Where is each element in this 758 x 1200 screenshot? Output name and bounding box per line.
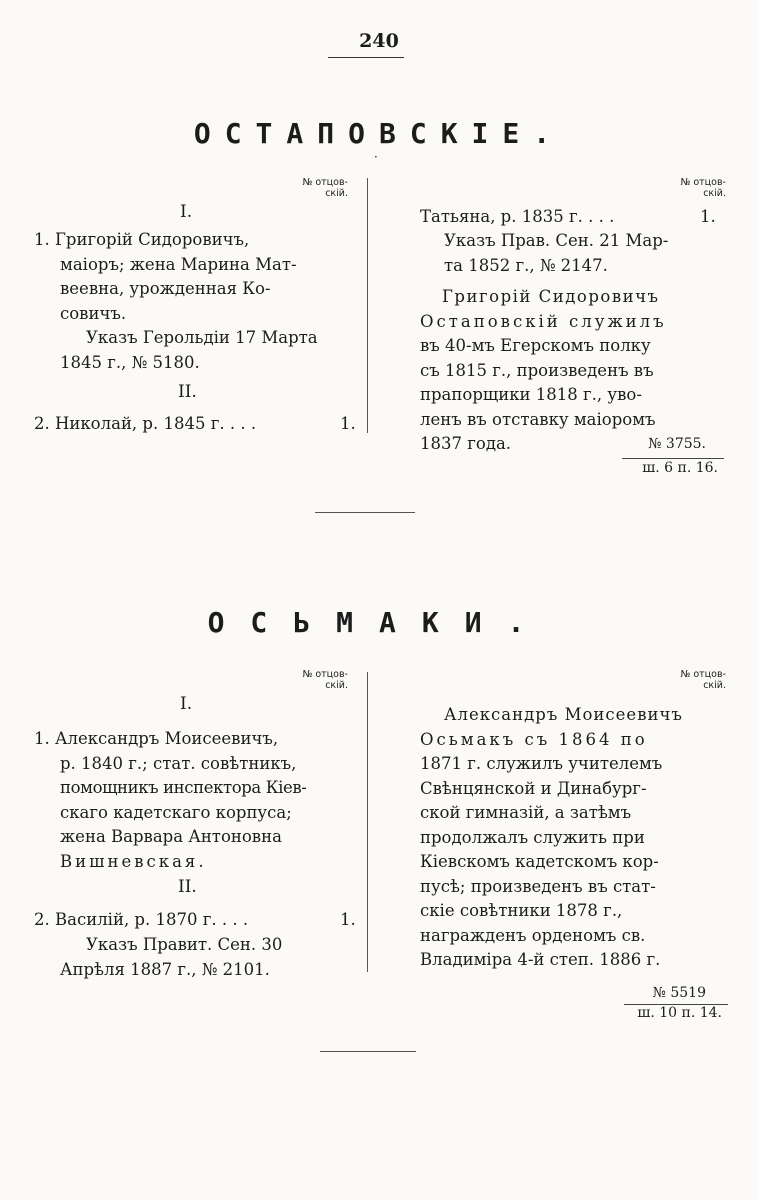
service-record-osmak: Александръ Моисеевичъ Осьмакъ съ 1864 по 1871 г. служилъ учителемъ Свѣнцянской и Динабург- ской гимназій, а затѣмъ продолжалъ служить при Кіевскомъ кадетскомъ кор- пусѣ; произведенъ въ стат- скіе совѣтники 1878 г., награжденъ орденомъ св. Владиміра 4-й степ. 1886 г.	[420, 705, 683, 969]
column-header-right-2: № отцов- скій.	[680, 669, 726, 691]
entry-aleksandr: 1. Александръ Моисеевичъ, р. 1840 г.; стат. совѣтникъ, помощникъ инспектора Кіев- скаго кадетскаго корпуса; жена Варвара Антоновна Вишневская.	[34, 729, 307, 871]
decree-senate-2: Указъ Правит. Сен. 30 Апрѣля 1887 г., № 2101.	[60, 935, 283, 979]
ornament-dot: ·	[374, 150, 378, 164]
entry-grigoriy: 1. Григорій Сидоровичъ, маіоръ; жена Марина Мат- веевна, урожденная Ко- совичъ.	[34, 230, 297, 323]
generation-heading: I.	[180, 202, 193, 222]
generation-heading: II.	[178, 382, 197, 402]
archive-rule	[622, 458, 724, 459]
section-divider	[320, 1051, 416, 1052]
service-record-ostapovskiy: Григорій Сидоровичъ Остаповскій служилъ въ 40-мъ Егерскомъ полку съ 1815 г., произведенъ въ прапорщики 1818 г., уво- ленъ въ отставку маіоромъ 1837 года.	[420, 287, 667, 453]
archive-number: № 5519	[652, 985, 706, 1001]
entry-vasiliy: 2. Василій, р. 1870 г. . . .	[34, 910, 249, 929]
entry-nikolay-ref: 1.	[340, 414, 356, 433]
decree-heraldry: Указъ Герольдіи 17 Марта 1845 г., № 5180.	[60, 328, 318, 372]
page-number: 240	[359, 30, 399, 52]
entry-vasiliy-ref: 1.	[340, 910, 356, 929]
column-rule-left-1	[367, 178, 368, 433]
generation-heading: II.	[178, 877, 197, 897]
family-heading-osmaki: ОСЬМАКИ.	[207, 606, 551, 639]
archive-number: № 3755.	[648, 436, 706, 452]
column-header-left-2: № отцов- скій.	[302, 669, 348, 691]
column-rule-left-2	[367, 672, 368, 972]
archive-sheet: ш. 6 п. 16.	[642, 460, 718, 476]
column-header-left-1: № отцов- скій.	[302, 177, 348, 199]
page-number-rule	[328, 57, 404, 58]
section-divider	[315, 512, 415, 513]
decree-senate: Указъ Прав. Сен. 21 Мар- та 1852 г., № 2147.	[444, 231, 669, 275]
entry-nikolay: 2. Николай, р. 1845 г. . . .	[34, 414, 257, 433]
entry-tatyana: Татьяна, р. 1835 г. . . .	[420, 207, 615, 226]
archive-sheet: ш. 10 п. 14.	[637, 1005, 722, 1021]
column-header-right-1: № отцов- скій.	[680, 177, 726, 199]
family-heading-ostapovskie: ОСТАПОВСКІЕ.	[193, 117, 565, 150]
generation-heading: I.	[180, 694, 193, 714]
entry-tatyana-ref: 1.	[700, 207, 716, 226]
